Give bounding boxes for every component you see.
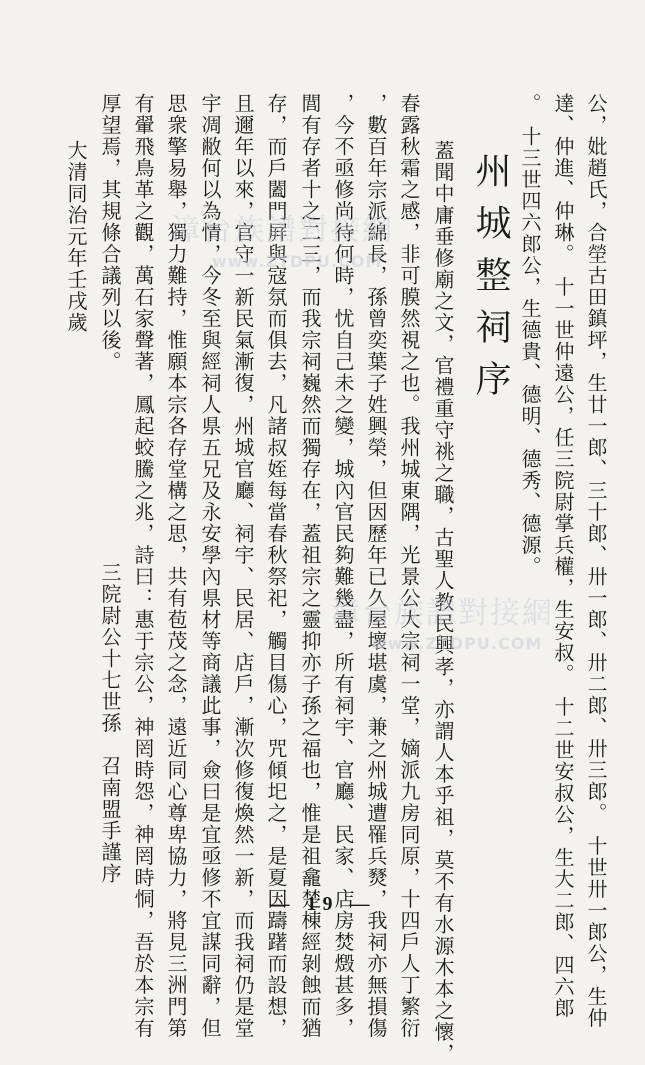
watermark-url: www.ZTDPU.COM <box>212 252 383 271</box>
body-column: 宇凋敝何以為情，今冬至與經祠人県五兄及永安學內県材等商議此事，僉曰是宜亟修不宜謀同辭，但 <box>198 93 222 1039</box>
body-column: 存，而戶闔門屛與寇氛而俱去，凡諸叔姪每當春秋祭祀，觸目傷心，咒傾圯之，是夏因躊躇而設想， <box>264 93 288 1039</box>
watermark-text: 漳台族譜對接網 <box>170 213 394 248</box>
body-column: 春露秋霜之感，非可膜然視之也。我州城東隅，光景公大宗祠一堂，嫡派九房同原，十四戶人丁繁衍 <box>397 93 421 1039</box>
body-column: 閭有存者十之二三，而我宗祠巍然而獨存在，蓋祖宗之靈抑亦子孫之福也，惟是祖龕楚棟經剝蝕而猶 <box>298 93 322 1039</box>
author-signature: 三院尉公十七世孫 召南盟手謹序 <box>98 562 122 885</box>
watermark-text: 漳台族譜對接網 <box>330 596 554 631</box>
body-column: 蓋聞中庸垂修廟之文，官禮重守祧之職，古聖人教民興孝，亦謂人本乎祖，莫不有水源木本之懷， <box>431 140 455 1065</box>
section-title: 州城整祠序 <box>470 152 511 412</box>
body-column: 思衆擎易舉，獨力難持，惟願本宗各存堂構之思，共有苞茂之念，遠近同心尊卑協力，將見三洲門第 <box>164 93 188 1039</box>
body-column: ，今不亟修尚待何時，忧自己未之變，城內官民夠難幾盡，所有祠宇、官廳、民家、店房焚燬甚多， <box>331 93 355 1039</box>
page-number: — 19 — <box>269 893 376 915</box>
body-column: 有翬飛鳥革之觀，萬石家聲著，鳳起蛟騰之兆，詩曰：惠于宗公，神罔時怨，神罔時恫，吾於本宗有 <box>131 93 155 1039</box>
genealogy-column-2: 達、仲進、仲琳。 十一世仲遠公，任三院尉掌兵權，生安叔。 十二世安叔公，生大二郎、四六郎 <box>551 93 575 1019</box>
genealogy-column-3: 。 十三世四六郎公，生德貴、德明、德秀、德源。 <box>518 93 542 578</box>
body-column: ，數百年宗派綿長，孫曾奕葉子姓興榮，但因歷年已久屋壞堪虞，兼之州城遭罹兵燹，我祠亦無損傷 <box>364 93 388 1039</box>
genealogy-column-1: 公，妣趙氏，合塋古田鎮坪，生廿一郎、三十郎、卅一郎、卅二郎、卅三郎。 十世卅一郎公，生仲 <box>584 93 608 1029</box>
watermark-url: www.ZTDPU.COM <box>372 634 543 653</box>
date-line: 大清同治元年壬戌歲 <box>64 140 88 334</box>
body-column: 厚望焉，其規條合議列以後。 <box>98 93 122 373</box>
body-column: 且邇年以來，官守一新民氣漸復，州城官廳、祠宇、民居、店戶，漸次修復煥然一新，而我祠仍是堂 <box>231 93 255 1039</box>
